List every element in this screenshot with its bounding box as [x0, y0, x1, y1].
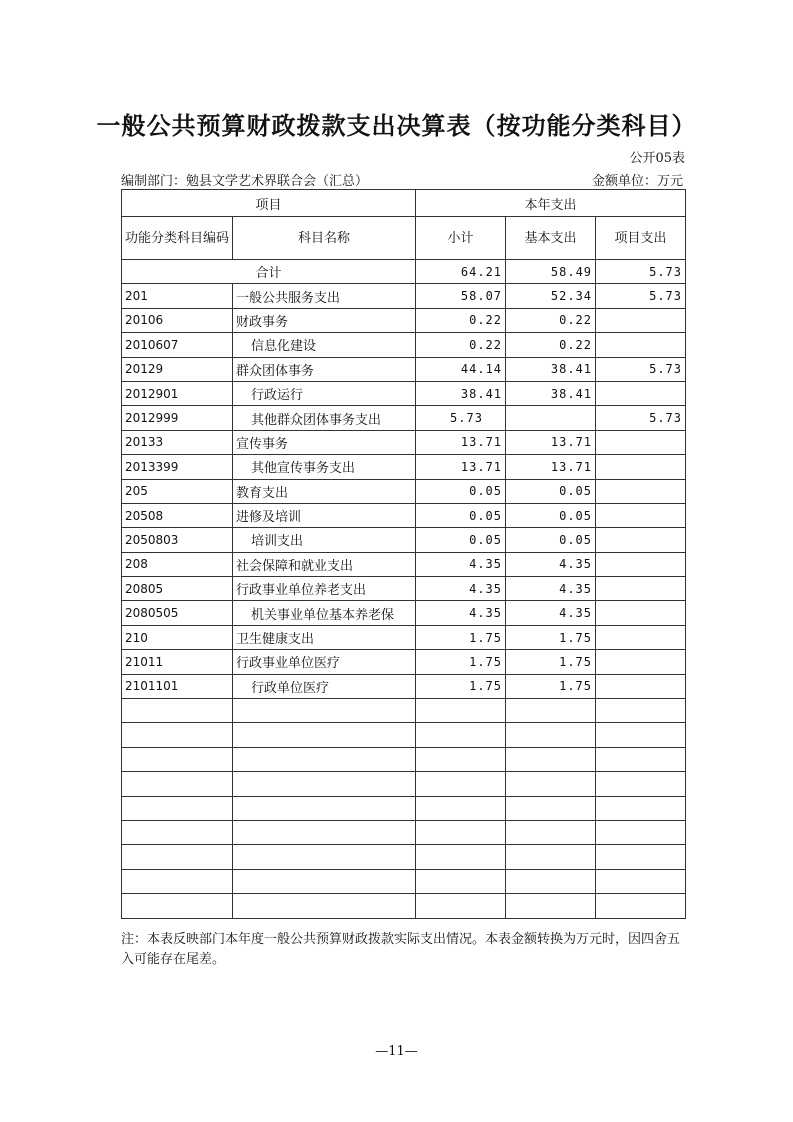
row-code: 201	[122, 284, 233, 308]
row-basic: 1.75	[506, 674, 596, 698]
header-project-expense: 项目支出	[596, 217, 686, 260]
empty-cell	[233, 820, 416, 844]
department-label: 编制部门：勉县文学艺术界联合会（汇总）	[121, 174, 369, 189]
row-name: 宣传事务	[233, 430, 416, 454]
empty-cell	[122, 845, 233, 869]
row-project: 5.73	[596, 406, 686, 430]
empty-cell	[506, 747, 596, 771]
row-code: 2101101	[122, 674, 233, 698]
row-subtotal: 13.71	[416, 455, 506, 479]
empty-row	[122, 723, 686, 747]
row-code: 2080505	[122, 601, 233, 625]
row-name: 行政事业单位养老支出	[233, 577, 416, 601]
row-project	[596, 308, 686, 332]
table-row	[122, 552, 686, 576]
row-name: 其他宣传事务支出	[233, 455, 416, 479]
row-project	[596, 601, 686, 625]
row-code: 2010607	[122, 333, 233, 357]
unit-label: 金额单位：万元	[591, 174, 683, 189]
row-project	[596, 650, 686, 674]
empty-row	[122, 869, 686, 893]
empty-cell	[506, 894, 596, 918]
table-row	[122, 430, 686, 454]
row-subtotal: 58.07	[416, 284, 506, 308]
row-name: 行政运行	[233, 381, 416, 405]
row-project	[596, 381, 686, 405]
header-name: 科目名称	[233, 217, 416, 260]
row-subtotal: 1.75	[416, 625, 506, 649]
row-basic: 1.75	[506, 625, 596, 649]
empty-cell	[596, 894, 686, 918]
header-project: 项目	[122, 190, 416, 217]
empty-cell	[233, 723, 416, 747]
row-basic: 4.35	[506, 552, 596, 576]
row-name: 教育支出	[233, 479, 416, 503]
row-basic: 38.41	[506, 357, 596, 381]
row-subtotal: 0.05	[416, 528, 506, 552]
empty-cell	[122, 772, 233, 796]
row-code: 20133	[122, 430, 233, 454]
empty-cell	[596, 723, 686, 747]
empty-cell	[506, 845, 596, 869]
empty-cell	[233, 772, 416, 796]
table-row	[122, 479, 686, 503]
table-row	[122, 601, 686, 625]
table-row	[122, 625, 686, 649]
total-row	[122, 260, 686, 284]
row-code: 20508	[122, 503, 233, 527]
row-name: 群众团体事务	[233, 357, 416, 381]
row-subtotal: 0.22	[416, 333, 506, 357]
row-subtotal: 4.35	[416, 552, 506, 576]
header-row-1	[122, 190, 686, 217]
table-row	[122, 528, 686, 552]
table-row	[122, 455, 686, 479]
row-subtotal: 44.14	[416, 357, 506, 381]
row-subtotal: 38.41	[416, 381, 506, 405]
row-project: 5.73	[596, 284, 686, 308]
row-name: 行政单位医疗	[233, 674, 416, 698]
empty-cell	[506, 796, 596, 820]
total-subtotal: 64.21	[416, 260, 506, 284]
empty-row	[122, 796, 686, 820]
row-name: 财政事务	[233, 308, 416, 332]
table-row	[122, 577, 686, 601]
table-row	[122, 650, 686, 674]
row-code: 2012999	[122, 406, 233, 430]
empty-cell	[596, 820, 686, 844]
empty-cell	[596, 772, 686, 796]
row-subtotal: 4.35	[416, 577, 506, 601]
row-name: 机关事业单位基本养老保	[233, 601, 416, 625]
row-code: 208	[122, 552, 233, 576]
total-label: 合计	[122, 260, 416, 284]
table-row	[122, 674, 686, 698]
header-subtotal: 小计	[416, 217, 506, 260]
table-row	[122, 308, 686, 332]
row-project	[596, 455, 686, 479]
row-subtotal: 1.75	[416, 674, 506, 698]
row-subtotal: 5.73	[416, 406, 506, 430]
total-project: 5.73	[596, 260, 686, 284]
empty-cell	[233, 796, 416, 820]
table-row	[122, 406, 686, 430]
row-basic: 4.35	[506, 577, 596, 601]
empty-cell	[122, 747, 233, 771]
empty-cell	[416, 820, 506, 844]
row-basic	[506, 406, 596, 430]
empty-cell	[416, 747, 506, 771]
empty-cell	[416, 869, 506, 893]
row-basic: 1.75	[506, 650, 596, 674]
empty-cell	[506, 723, 596, 747]
empty-cell	[506, 699, 596, 723]
table-row	[122, 381, 686, 405]
row-project	[596, 577, 686, 601]
header-basic: 基本支出	[506, 217, 596, 260]
header-row-2	[122, 217, 686, 260]
empty-row	[122, 820, 686, 844]
row-code: 210	[122, 625, 233, 649]
row-subtotal: 0.22	[416, 308, 506, 332]
empty-cell	[416, 894, 506, 918]
row-name: 其他群众团体事务支出	[233, 406, 416, 430]
table-row	[122, 333, 686, 357]
row-code: 2050803	[122, 528, 233, 552]
empty-cell	[233, 699, 416, 723]
expense-table	[121, 189, 686, 919]
row-basic: 52.34	[506, 284, 596, 308]
row-basic: 0.22	[506, 333, 596, 357]
row-subtotal: 1.75	[416, 650, 506, 674]
row-basic: 13.71	[506, 430, 596, 454]
row-basic: 0.22	[506, 308, 596, 332]
row-name: 社会保障和就业支出	[233, 552, 416, 576]
row-code: 205	[122, 479, 233, 503]
table-number: 公开05表	[629, 151, 685, 166]
row-project	[596, 625, 686, 649]
empty-row	[122, 747, 686, 771]
empty-cell	[596, 869, 686, 893]
row-code: 20106	[122, 308, 233, 332]
row-name: 卫生健康支出	[233, 625, 416, 649]
empty-cell	[416, 796, 506, 820]
row-code: 20805	[122, 577, 233, 601]
empty-cell	[122, 820, 233, 844]
empty-cell	[506, 772, 596, 796]
header-code: 功能分类科目编码	[122, 217, 233, 260]
empty-cell	[596, 796, 686, 820]
row-name: 培训支出	[233, 528, 416, 552]
empty-cell	[233, 845, 416, 869]
footnote: 注：本表反映部门本年度一般公共预算财政拨款实际支出情况。本表金额转换为万元时，因四舍五入可能存在尾差。	[121, 932, 681, 967]
total-basic: 58.49	[506, 260, 596, 284]
empty-cell	[596, 747, 686, 771]
page-number: —11—	[375, 1044, 418, 1059]
row-project	[596, 528, 686, 552]
row-basic: 38.41	[506, 381, 596, 405]
row-name: 进修及培训	[233, 503, 416, 527]
row-project	[596, 503, 686, 527]
row-project	[596, 674, 686, 698]
row-project	[596, 430, 686, 454]
row-project: 5.73	[596, 357, 686, 381]
empty-cell	[416, 845, 506, 869]
empty-cell	[122, 723, 233, 747]
table-row	[122, 357, 686, 381]
table-row	[122, 503, 686, 527]
empty-cell	[122, 699, 233, 723]
empty-cell	[506, 820, 596, 844]
empty-cell	[233, 869, 416, 893]
table-row	[122, 284, 686, 308]
row-basic: 0.05	[506, 528, 596, 552]
row-basic: 0.05	[506, 503, 596, 527]
empty-cell	[122, 894, 233, 918]
empty-row	[122, 845, 686, 869]
row-code: 2012901	[122, 381, 233, 405]
row-name: 一般公共服务支出	[233, 284, 416, 308]
row-subtotal: 0.05	[416, 503, 506, 527]
empty-cell	[596, 699, 686, 723]
row-basic: 13.71	[506, 455, 596, 479]
header-current-year-expense: 本年支出	[416, 190, 686, 217]
empty-row	[122, 699, 686, 723]
row-project	[596, 552, 686, 576]
empty-cell	[416, 699, 506, 723]
row-subtotal: 4.35	[416, 601, 506, 625]
document-title: 一般公共预算财政拨款支出决算表（按功能分类科目）	[96, 112, 697, 140]
row-project	[596, 333, 686, 357]
empty-cell	[233, 747, 416, 771]
empty-cell	[122, 796, 233, 820]
empty-cell	[596, 845, 686, 869]
empty-row	[122, 772, 686, 796]
row-code: 20129	[122, 357, 233, 381]
empty-row	[122, 894, 686, 918]
row-code: 2013399	[122, 455, 233, 479]
empty-cell	[506, 869, 596, 893]
row-project	[596, 479, 686, 503]
empty-cell	[416, 772, 506, 796]
empty-cell	[233, 894, 416, 918]
row-basic: 4.35	[506, 601, 596, 625]
row-subtotal: 13.71	[416, 430, 506, 454]
empty-cell	[122, 869, 233, 893]
row-code: 21011	[122, 650, 233, 674]
row-name: 信息化建设	[233, 333, 416, 357]
row-basic: 0.05	[506, 479, 596, 503]
empty-cell	[416, 723, 506, 747]
row-name: 行政事业单位医疗	[233, 650, 416, 674]
row-subtotal: 0.05	[416, 479, 506, 503]
